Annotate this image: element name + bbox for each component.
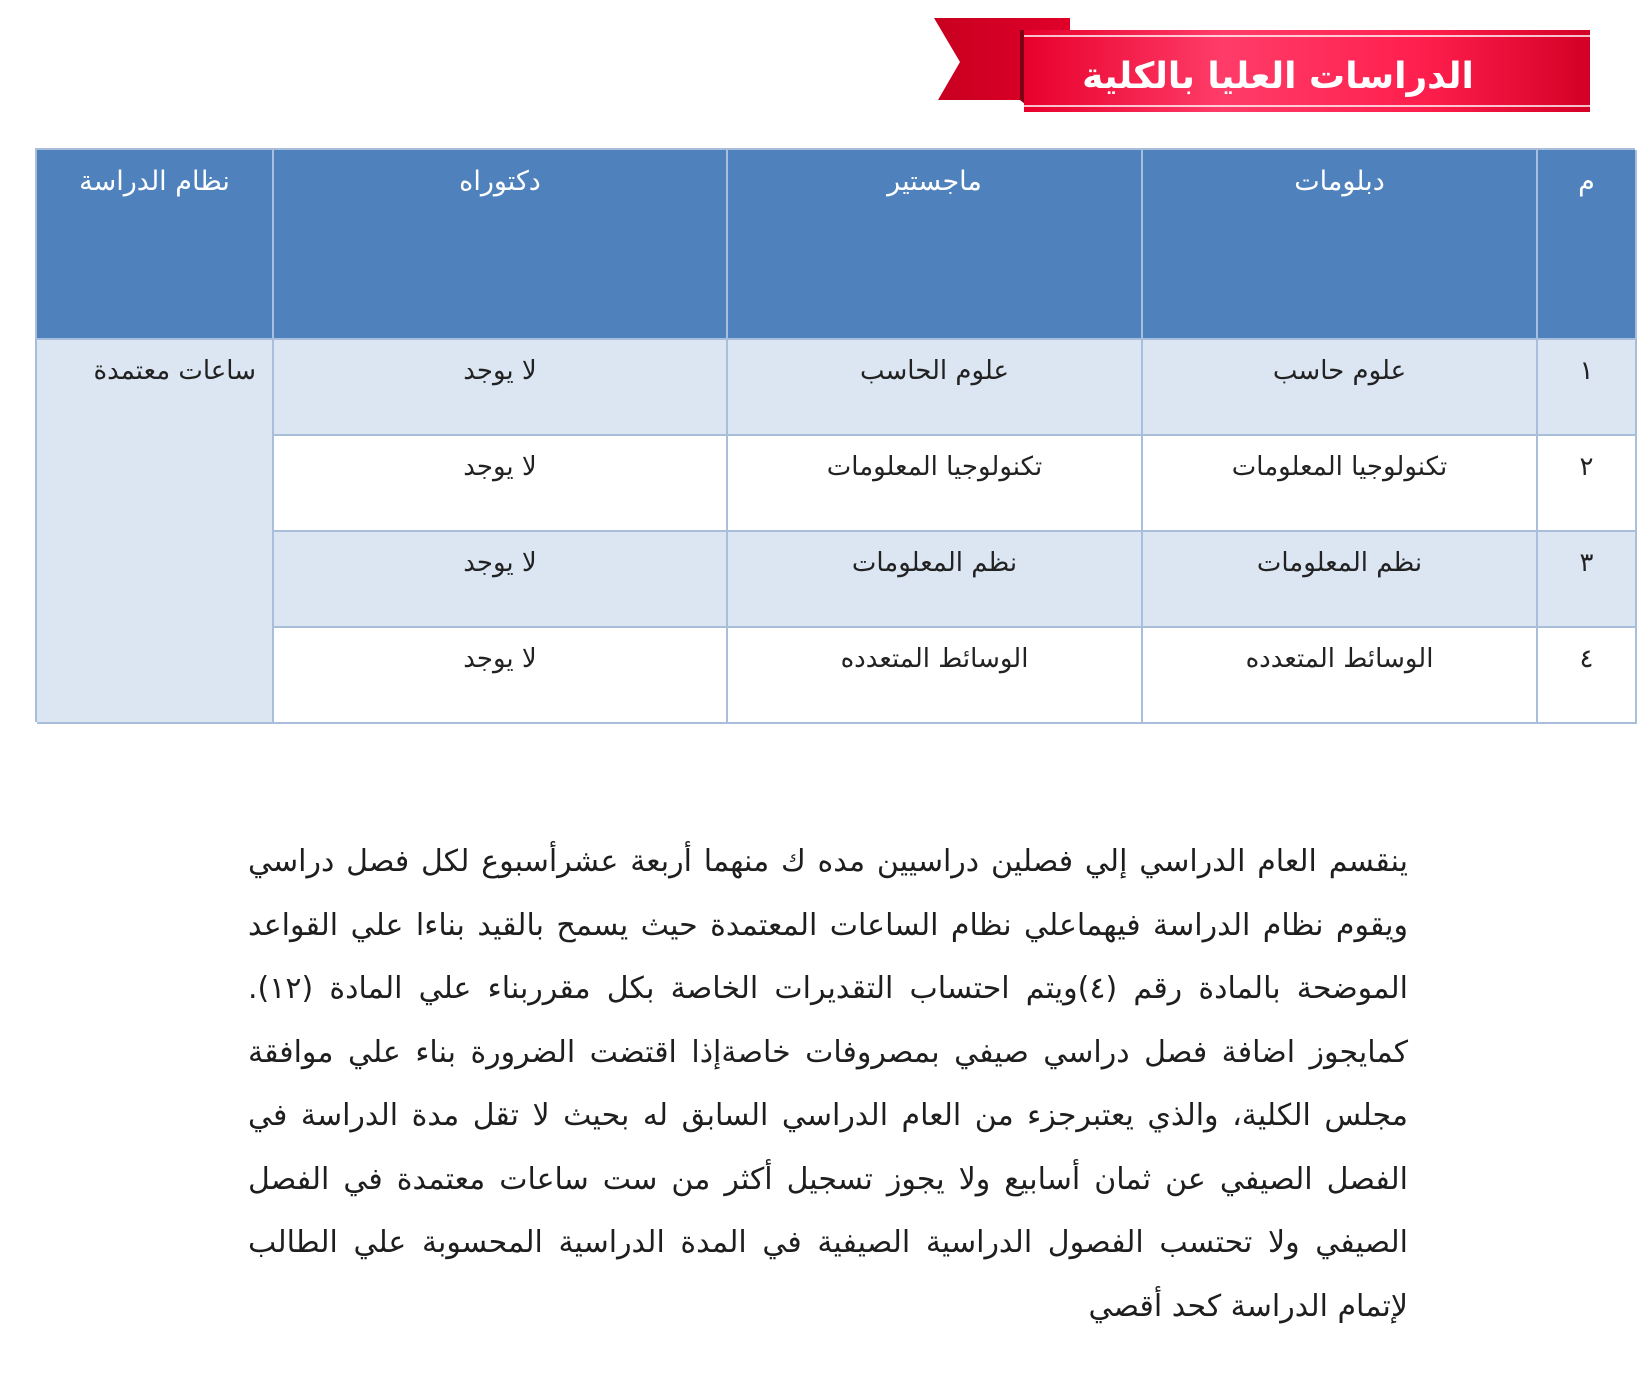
- doctorate-cell: لا يوجد: [274, 532, 728, 628]
- doctorate-cell: لا يوجد: [274, 340, 728, 436]
- header-doctorate: دكتوراه: [274, 150, 728, 340]
- row-index: ٣: [1538, 532, 1637, 628]
- header-index: م: [1538, 150, 1637, 340]
- banner-title: الدراسات العليا بالكلية: [1082, 55, 1474, 97]
- masters-cell: نظم المعلومات: [728, 532, 1143, 628]
- study-system-cell: ساعات معتمدة: [37, 340, 274, 724]
- doctorate-cell: لا يوجد: [274, 628, 728, 724]
- row-index: ١: [1538, 340, 1637, 436]
- description-paragraph: ينقسم العام الدراسي إلي فصلين دراسيين مده ك منهما أربعة عشرأسبوع لكل فصل دراسي ويقوم نظام الدراسة فيهماعلي نظام الساعات المعتمدة حيث يسمح بالقيد بناءا علي القواعد الموضحة بالمادة رقم (٤)ويتم احتساب التقديرات الخاصة بكل مقرربناء علي المادة (١٢). كمايجوز اضافة فصل دراسي صيفي بمصروفات خاصةإذا اقتضت الضرورة بناء علي موافقة مجلس الكلية، والذي يعتبرجزء من العام الدراسي السابق له بحيث لا تقل مدة الدراسة في الفصل الصيفي عن ثمان أسابيع ولا يجوز تسجيل أكثر من ست ساعات معتمدة في الفصل الصيفي ولا تحتسب الفصول الدراسية الصيفية في المدة الدراسية المحسوبة علي الطالب لإتمام الدراسة كحد أقصي: [248, 844, 1408, 1324]
- programs-table: [35, 148, 1635, 722]
- diplomas-cell: الوسائط المتعدده: [1143, 628, 1538, 724]
- masters-cell: تكنولوجيا المعلومات: [728, 436, 1143, 532]
- title-banner: [934, 18, 1594, 118]
- diplomas-cell: علوم حاسب: [1143, 340, 1538, 436]
- diplomas-cell: تكنولوجيا المعلومات: [1143, 436, 1538, 532]
- masters-cell: علوم الحاسب: [728, 340, 1143, 436]
- header-study-system: نظام الدراسة: [37, 150, 274, 340]
- row-index: ٤: [1538, 628, 1637, 724]
- header-diplomas: دبلومات: [1143, 150, 1538, 340]
- header-masters: ماجستير: [728, 150, 1143, 340]
- diplomas-cell: نظم المعلومات: [1143, 532, 1538, 628]
- row-index: ٢: [1538, 436, 1637, 532]
- doctorate-cell: لا يوجد: [274, 436, 728, 532]
- masters-cell: الوسائط المتعدده: [728, 628, 1143, 724]
